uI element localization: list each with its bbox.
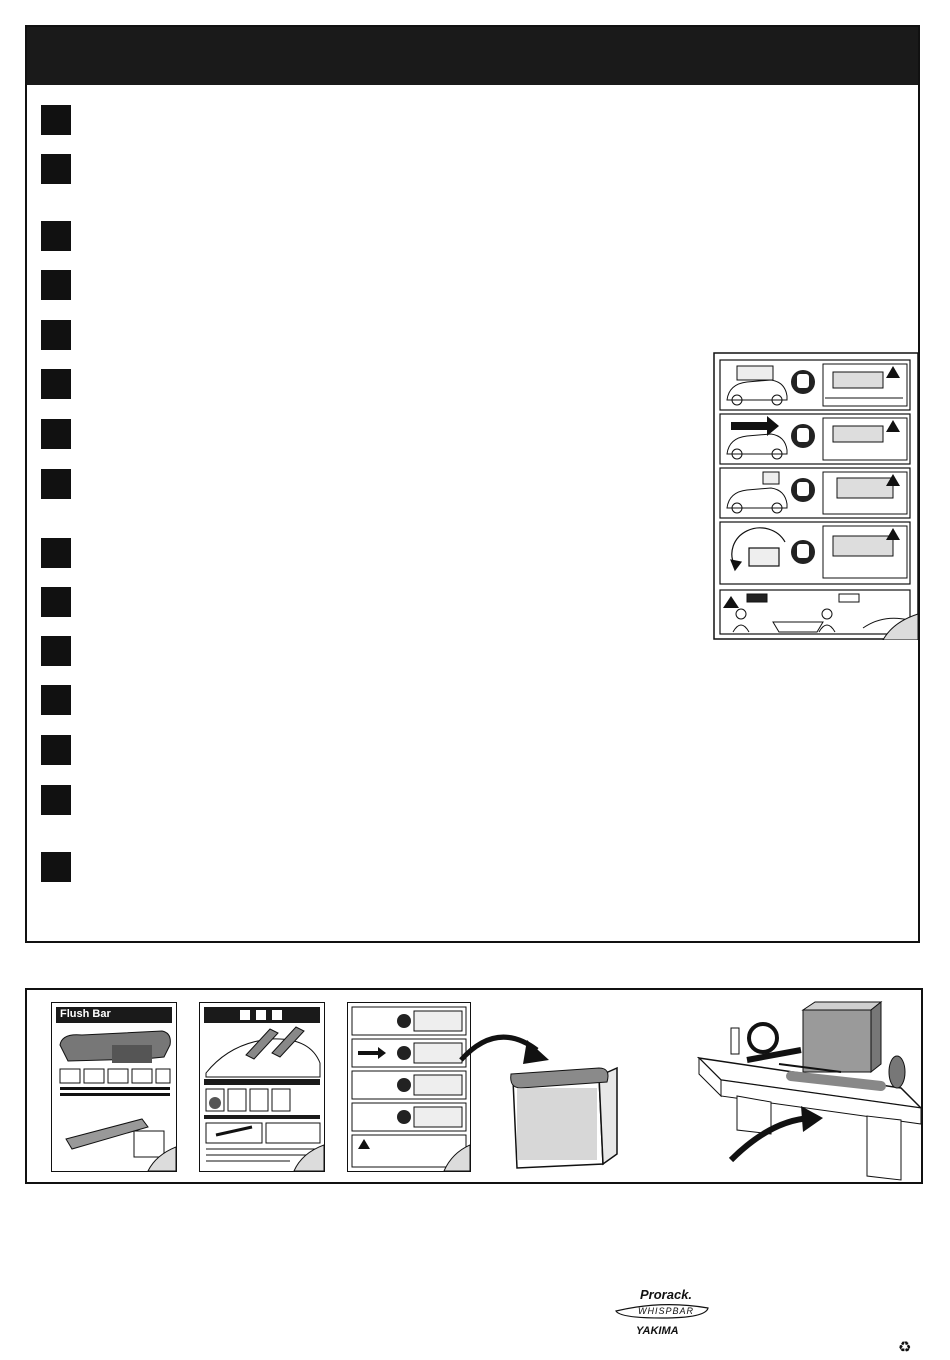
step-square xyxy=(41,369,71,399)
whispbar-wordmark: WHISPBAR xyxy=(638,1306,695,1316)
step-square xyxy=(41,538,71,568)
step-square xyxy=(41,419,71,449)
prorack-logo xyxy=(612,1284,712,1304)
stop-hand-icon xyxy=(791,424,815,448)
yakima-logo xyxy=(612,1321,712,1337)
whispbar-logo xyxy=(612,1302,712,1320)
stop-hand-icon xyxy=(791,478,815,502)
contents-panel xyxy=(25,988,923,1184)
manual-title-bar xyxy=(56,1007,172,1023)
step-square xyxy=(41,105,71,135)
step-square xyxy=(41,685,71,715)
manual-fitting-instructions xyxy=(199,1002,325,1172)
step-square xyxy=(41,154,71,184)
step-square xyxy=(41,469,71,499)
step-square xyxy=(41,785,71,815)
step-square xyxy=(41,587,71,617)
step-square xyxy=(41,852,71,882)
step-square xyxy=(41,270,71,300)
step-square xyxy=(41,320,71,350)
step-square xyxy=(41,735,71,765)
header-bar xyxy=(27,27,918,85)
stop-hand-icon xyxy=(791,540,815,564)
yakima-wordmark: YAKIMA xyxy=(636,1325,679,1337)
product-box-drawing xyxy=(503,1060,623,1170)
prorack-wordmark: Prorack. xyxy=(640,1287,693,1302)
recycle-icon: ♻ xyxy=(898,1338,912,1356)
manual-title: Flush Bar xyxy=(60,1008,111,1020)
step-square xyxy=(41,636,71,666)
load-warning-illustration xyxy=(713,352,919,640)
stop-hand-icon xyxy=(791,370,815,394)
manual-warning-card xyxy=(347,1002,471,1172)
instructions-panel xyxy=(25,25,920,943)
step-square xyxy=(41,221,71,251)
manual-flush-bar xyxy=(51,1002,177,1172)
workbench-drawing xyxy=(691,1000,923,1182)
